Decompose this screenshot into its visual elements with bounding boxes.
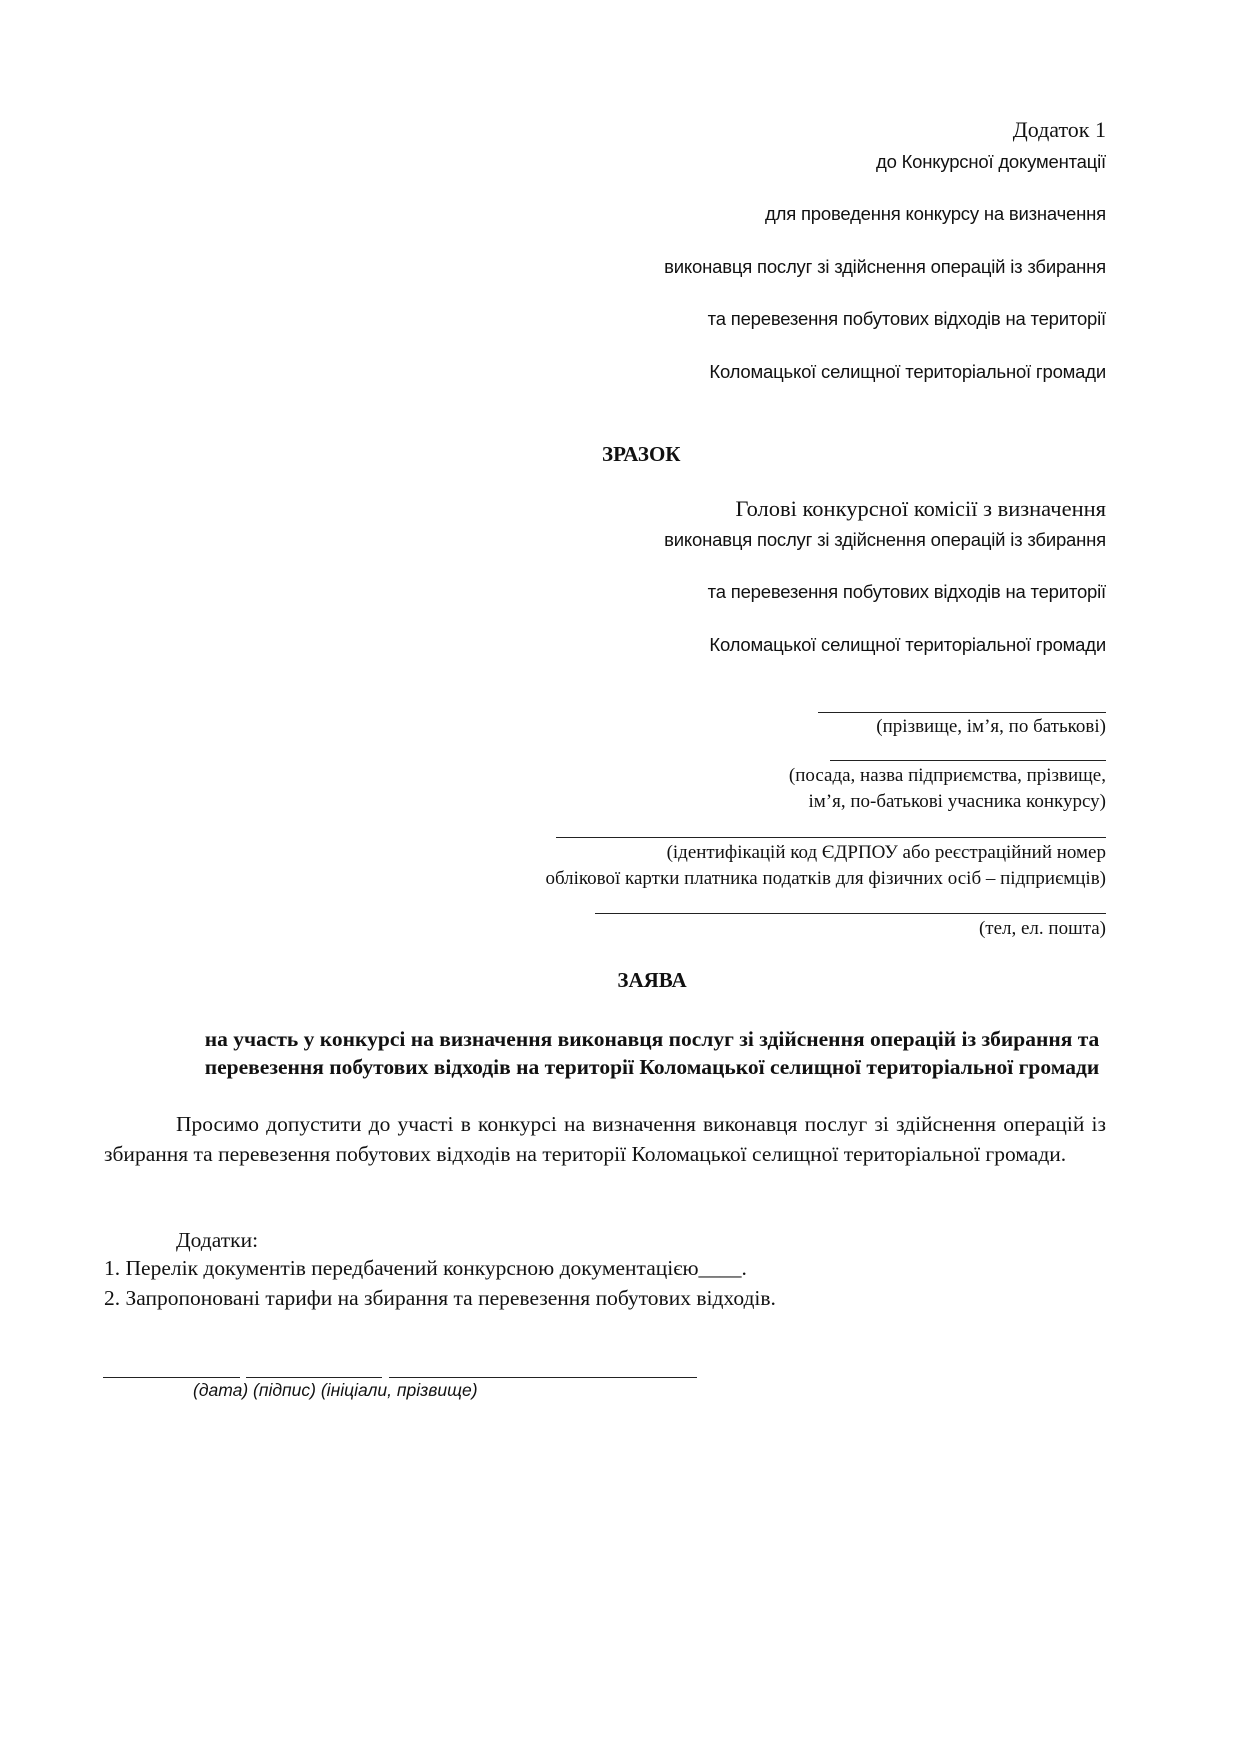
sample-label: ЗРАЗОК (602, 442, 681, 466)
annex-line-3: виконавця послуг зі здійснення операцій із збирання (664, 256, 1106, 277)
addressee-line-4: Коломацької селищної територіальної громади (709, 634, 1106, 655)
applicant-name-hint: (прізвище, ім’я, по батькові) (876, 716, 1106, 737)
statement-subtitle-line-2: перевезення побутових відходів на території Коломацької селищної територіальної громади (204, 1055, 1100, 1079)
statement-title: ЗАЯВА (617, 968, 687, 992)
applicant-position-line[interactable] (830, 760, 1106, 761)
signature-caption: (дата) (підпис) (ініціали, прізвище) (193, 1380, 478, 1400)
addressee-first-line: Голові конкурсної комісії з визначення (735, 496, 1106, 521)
applicant-position-hint-1: (посада, назва підприємства, прізвище, (788, 765, 1106, 786)
applicant-contacts-hint: (тел, ел. пошта) (978, 918, 1106, 939)
annex-line-5: Коломацької селищної територіальної громади (709, 361, 1106, 382)
attachment-item-2: 2. Запропоновані тарифи на збирання та перевезення побутових відходів. (104, 1286, 776, 1310)
applicant-id-code-hint-1: (ідентифікацій код ЄДРПОУ або реєстраційний номер (666, 842, 1106, 863)
addressee-line-3: та перевезення побутових відходів на території (707, 581, 1106, 602)
date-line[interactable] (103, 1377, 240, 1378)
annex-line-1: до Конкурсної документації (875, 151, 1106, 172)
annex-title: Додаток 1 (1012, 117, 1106, 142)
statement-body: Просимо допустити до участі в конкурсі на визначення виконавця послуг зі здійснення операцій із збирання та перевезення побутових відходів на території Коломацької селищної територіальної громади. (104, 1112, 1106, 1166)
applicant-position-hint-2: ім’я, по-батькові учасника конкурсу) (808, 791, 1106, 812)
addressee-line-2: виконавця послуг зі здійснення операцій із збирання (664, 529, 1106, 550)
applicant-id-code-hint-2: облікової картки платника податків для фізичних осіб – підприємців) (545, 868, 1106, 889)
applicant-contacts-line[interactable] (595, 913, 1106, 914)
applicant-name-line[interactable] (818, 712, 1106, 713)
annex-line-2: для проведення конкурсу на визначення (765, 203, 1106, 224)
applicant-id-code-line[interactable] (556, 837, 1106, 838)
initials-surname-line[interactable] (389, 1377, 697, 1378)
statement-subtitle-line-1: на участь у конкурсі на визначення виконавця послуг зі здійснення операцій із збирання та (204, 1027, 1100, 1051)
annex-line-4: та перевезення побутових відходів на території (707, 308, 1106, 329)
signature-line[interactable] (246, 1377, 382, 1378)
attachment-item-1: 1. Перелік документів передбачений конкурсною документацією____. (104, 1256, 747, 1280)
attachments-label: Додатки: (176, 1228, 259, 1252)
